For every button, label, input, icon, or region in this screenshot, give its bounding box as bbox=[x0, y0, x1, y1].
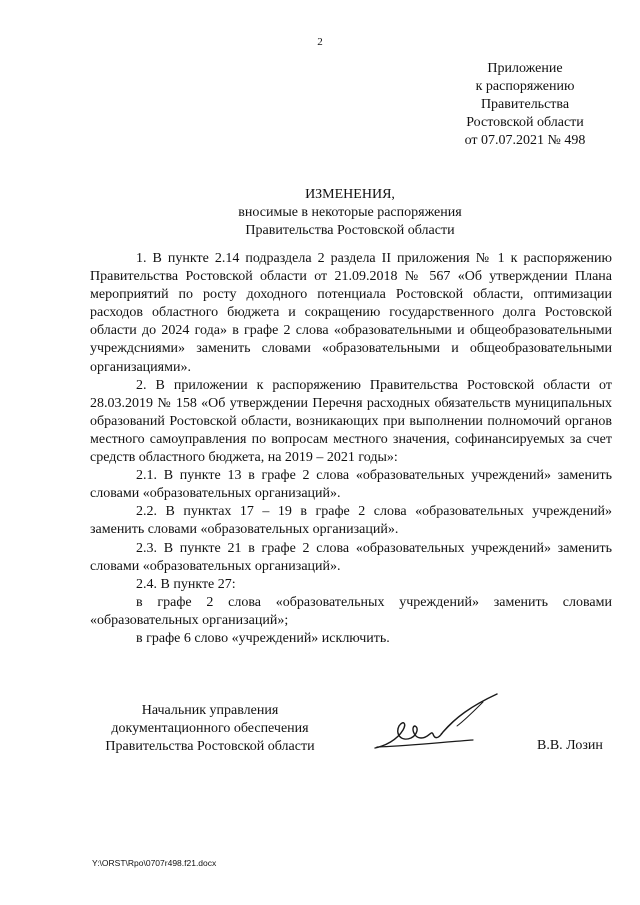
paragraph-1: 1. В пункте 2.14 подраздела 2 раздела II приложения № 1 к распоряжению Правительства Ростовской области от 21.09.2018 № 567 «Об утверждении Плана мероприятий по росту доходного потенциала Ростовской области, оптимизации расходов областного бюджета и сокращению государственного долга Ростовской области до 2024 года» в графе 2 слова «образовательными и общеобразовательными учреждсниями» заменить словами «образовательными и общеобразовательными организациями». bbox=[90, 251, 612, 375]
document-title bbox=[0, 186, 640, 240]
signatory-line: Начальник управления bbox=[141, 703, 279, 718]
title-heading: ИЗМЕНЕНИЯ, bbox=[305, 187, 395, 202]
signatory-line: Правительства Ростовской области bbox=[105, 739, 315, 754]
signatory-line: документационного обеспечения bbox=[111, 721, 309, 736]
title-subtitle: Правительства Ростовской области bbox=[245, 223, 455, 238]
appendix-line: Приложение bbox=[487, 61, 563, 76]
appendix-date-number: от 07.07.2021 № 498 bbox=[464, 133, 586, 148]
paragraph-2-4-a: в графе 2 слова «образовательных учреждений» заменить словами «образовательных организаций»; bbox=[90, 594, 612, 628]
appendix-line: Правительства bbox=[480, 97, 570, 112]
paragraph-2-4-b: в графе 6 слово «учреждений» исключить. bbox=[136, 630, 390, 646]
file-path-footer: Y:\ORST\Rpo\0707r498.f21.docx bbox=[92, 858, 217, 868]
document-body bbox=[90, 250, 612, 648]
paragraph-2-2: 2.2. В пунктах 17 – 19 в графе 2 слова «образовательных учреждений» заменить словами «образовательных организаций». bbox=[90, 504, 612, 538]
appendix-header bbox=[440, 60, 610, 150]
signatory-name: В.В. Лозин bbox=[537, 738, 603, 753]
appendix-line: к распоряжению bbox=[475, 79, 575, 94]
appendix-line: Ростовской области bbox=[466, 115, 584, 130]
paragraph-2-4: 2.4. В пункте 27: bbox=[136, 576, 236, 592]
paragraph-2-1: 2.1. В пункте 13 в графе 2 слова «образовательных учреждений» заменить словами «образовательных организаций». bbox=[90, 468, 612, 502]
title-subtitle: вносимые в некоторые распоряжения bbox=[238, 205, 462, 220]
paragraph-2: 2. В приложении к распоряжению Правительства Ростовской области от 28.03.2019 № 158 «Об утверждении Перечня расходных обязательств муниципальных образований Ростовской области, возникающих при выполнении полномочий органов местного самоуправления по вопросам местного значения, софинансируемых за счет средств областного бюджета, на 2019 – 2021 годы»: bbox=[90, 377, 612, 466]
signatory-position bbox=[90, 702, 330, 756]
handwritten-signature bbox=[355, 690, 505, 765]
paragraph-2-3: 2.3. В пункте 21 в графе 2 слова «образовательных учреждений» заменить словами «образовательных организаций». bbox=[90, 540, 612, 574]
page-number: 2 bbox=[317, 36, 323, 48]
